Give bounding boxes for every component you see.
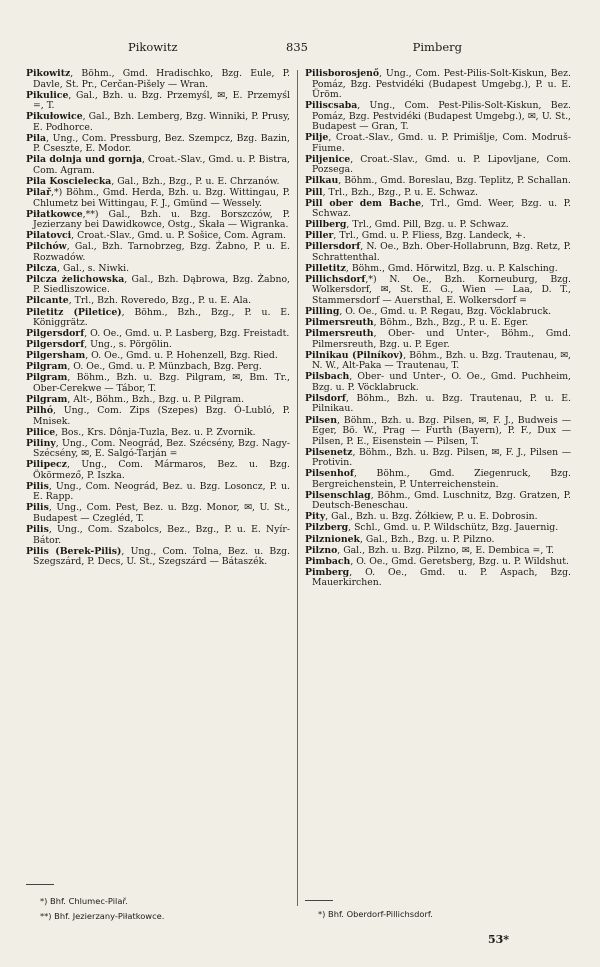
gazetteer-entry: Pill ober dem Bache, Trl., Gmd. Weer, Bzg. u. P. Schwaz. — [305, 197, 572, 220]
gazetteer-entry: Pilgram, O. Oe., Gmd. u. P. Münzbach, Bzg. Perg. — [26, 361, 262, 373]
column-divider — [297, 70, 298, 906]
header-left-term: Pikowitz — [128, 40, 178, 54]
gazetteer-entry: Pilsbach, Ober- und Unter-, O. Oe., Gmd. Puchheim, Bzg. u. P. Vöcklabruck. — [305, 371, 571, 393]
gazetteer-entry: Pilgram, Böhm., Bzh. u. Bzg. Pilgram, ✉, Bm. Tr., Ober-Cerekwe — Tábor, T. — [26, 372, 290, 394]
footnotes-left — [40, 894, 164, 924]
gazetteer-entry: Pilis, Ung., Com. Pest, Bez. u. Bzg. Monor, ✉, U. St., Budapest — Czegléd, T. — [26, 502, 290, 524]
gazetteer-entry: Pila, Ung., Com. Pressburg, Bez. Szempcz, Bzg. Bazin, P. Csesztе, E. Modor. — [26, 132, 290, 155]
gazetteer-entry: Piljenice, Croat.-Slav., Gmd. u. P. Lipovljane, Com. Pozsega. — [305, 153, 571, 176]
gazetteer-entry: Pilznionek, Gal., Bzh., Bzg. u. P. Pilzno. — [305, 533, 495, 545]
gazetteer-entry: Pilsenschlag, Böhm., Gmd. Luschnitz, Bzg. Gratzen, P. Deutsch-Beneschau. — [305, 489, 571, 512]
gazetteer-entry: Pilletitz, Böhm., Gmd. Hörwitzl, Bzg. u. P. Kalsching. — [305, 262, 558, 274]
gazetteer-entry: Pila Koscielecka, Gal., Bzh., Bzg., P. u. E. Chrzanów. — [26, 175, 280, 187]
page-header — [28, 40, 572, 58]
gazetteer-entry: Pity, Gal., Bzh. u. Bzg. Żółkiew, P. u. E. Dobrosin. — [305, 511, 538, 523]
gazetteer-entry: Piliny, Ung., Com. Neográd, Bez. Szécsény, Bzg. Nagy-Szécsény, ✉, E. Salgó-Tarján = — [26, 437, 290, 460]
gazetteer-entry: Pilatovci, Croat.-Slav., Gmd. u. P. Sošice, Com. Agram. — [26, 230, 286, 242]
footnote-rule-right — [305, 900, 333, 901]
gazetteer-entry: Pilmersreuth, Ober- und Unter-, Böhm., Gmd. Pilmersreuth, Bzg. u. P. Eger. — [305, 328, 571, 350]
gazetteer-entry: Pikulice, Gal., Bzh. u. Bzg. Przemyśl, ✉, E. Przemyśl =, T. — [26, 89, 290, 112]
printer-signature: 53* — [488, 933, 510, 946]
footnote: *) Bhf. Chlumec-Pilař. — [40, 896, 128, 906]
gazetteer-entry: Pilisborosjenő, Ung., Com. Pest-Pilis-Solt-Kiskun, Bez. Pomáz, Bzg. Pestvidéki (Budapest Umgebg.), P. u. E. Üröm. — [305, 68, 571, 101]
gazetteer-entry: Pilnikau (Pilníkov), Böhm., Bzh. u. Bzg. Trautenau, ✉, N. W., Alt-Paka — Trautenau, T. — [305, 349, 571, 372]
gazetteer-entry: Pilzberg, Schl., Gmd. u. P. Wildschütz, Bzg. Jauernig. — [305, 522, 559, 534]
gazetteer-entry: Pilcante, Trl., Bzh. Roveredo, Bzg., P. u. E. Ala. — [26, 295, 252, 307]
gazetteer-entry: Pilgram, Alt-, Böhm., Bzh., Bzg. u. P. Pilgram. — [26, 393, 245, 405]
gazetteer-entry: Pilice, Bos., Krs. Dônja-Tuzla, Bez. u. P. Zvornik. — [26, 426, 256, 438]
gazetteer-entry: Pilje, Croat.-Slav., Gmd. u. P. Primišlje, Com. Modruš-Fiume. — [305, 132, 571, 154]
left-column — [26, 69, 290, 568]
footnote: **) Bhf. Jezierzany-Piłatkowce. — [40, 911, 165, 921]
gazetteer-entry: Pila dolnja und gornja, Croat.-Slav., Gmd. u. P. Bistra, Com. Agram. — [26, 154, 290, 176]
gazetteer-entry: Pilipecz, Ung., Com. Mármaros, Bez. u. Bzg. Ökörmező, P. Iszka. — [26, 459, 290, 481]
gazetteer-entry: Pill, Trl., Bzh., Bzg., P. u. E. Schwaz. — [305, 186, 478, 198]
gazetteer-entry: Pilling, O. Oe., Gmd. u. P. Regau, Bzg. Vöcklabruck. — [305, 306, 552, 318]
gazetteer-entry: Pikowitz, Böhm., Gmd. Hradischko, Bzg. Eule, P. Davle, St. Pr., Cerčan-Pišely — Wran. — [26, 68, 290, 90]
gazetteer-entry: Piłatkowce,**) Gal., Bzh. u. Bzg. Borszczów, P. Jezierzany bei Dawidkowce, Ostg., Skała — Wigranka. — [26, 208, 290, 231]
gazetteer-entry: Pilis (Berek-Pilis), Ung., Com. Tolna, Bez. u. Bzg. Szegszárd, P. Decs, U. St., Szegszárd — Bátaszék. — [26, 545, 290, 568]
gazetteer-entry: Pilgersham, O. Oe., Gmd. u. P. Hohenzell, Bzg. Ried. — [26, 350, 278, 362]
gazetteer-entry: Pimberg, O. Oe., Gmd. u. P. Aspach, Bzg. Mauerkirchen. — [305, 566, 571, 589]
gazetteer-entry: Pilsdorf, Böhm., Bzh. u. Bzg. Trautenau, P. u. E. Pilnikau. — [305, 392, 571, 415]
gazetteer-entry: Pilis, Ung., Com. Neográd, Bez. u. Bzg. Losoncz, P. u. E. Rapp. — [26, 480, 290, 503]
gazetteer-entry: Pilcza żelichowska, Gal., Bzh. Dąbrowa, Bzg. Żabno, P. Siedliszowice. — [26, 273, 290, 296]
gazetteer-entry: Pilzno, Gal., Bzh. u. Bzg. Pilzno, ✉, E. Dembica =, T. — [305, 544, 555, 556]
gazetteer-entry: Pilmersreuth, Böhm., Bzh., Bzg., P. u. E. Eger. — [305, 317, 529, 329]
gazetteer-entry: Pilcza, Gal., s. Niwki. — [26, 262, 130, 274]
gazetteer-entry: Pilsenetz, Böhm., Bzh. u. Bzg. Pilsen, ✉, F. J., Pilsen — Protivin. — [305, 446, 571, 469]
header-right-term: Pimberg — [412, 40, 462, 54]
gazetteer-entry: Pilgersdorf, Ung., s. Pörgölin. — [26, 339, 172, 351]
footnote-right: *) Bhf. Oberdorf-Pillichsdorf. — [318, 909, 433, 919]
gazetteer-entry: Pilis, Ung., Com. Szabolcs, Bez., Bzg., P. u. E. Nyír-Bátor. — [26, 523, 290, 546]
footnote-rule-left — [26, 884, 54, 885]
gazetteer-entry: Pilař,*) Böhm., Gmd. Herda, Bzh. u. Bzg. Wittingau, P. Chlumetz bei Wittingau, F. J., Gmünd — Wessely. — [26, 187, 290, 209]
gazetteer-entry: Piliscsaba, Ung., Com. Pest-Pilis-Solt-Kiskun, Bez. Pomáz, Bzg. Pestvidéki (Budapest Umgebg.), ✉, U. St., Budapest — Gran, T. — [305, 100, 571, 133]
gazetteer-entry: Pilhó, Ung., Com. Zips (Szepes) Bzg. Ó-Lubló, P. Mnisek. — [26, 404, 290, 427]
gazetteer-entry: Pikułowice, Gal., Bzh. Lemberg, Bzg. Winniki, P. Prusy, E. Podhorce. — [26, 111, 290, 133]
gazetteer-entry: Pillichsdorf,*) N. Oe., Bzh. Korneuburg, Bzg. Wolkersdorf, ✉, St. E. G., Wien — Laa, D. T., Stammersdorf — Auersthal, E. Wolkersdorf = — [305, 273, 571, 306]
gazetteer-entry: Piller, Trl., Gmd. u. P. Fliess, Bzg. Landeck, +. — [305, 230, 526, 242]
gazetteer-entry: Piletitz (Piletice), Böhm., Bzh., Bzg., P. u. E. Königgrätz. — [26, 306, 290, 329]
right-column — [305, 69, 571, 589]
gazetteer-entry: Pillberg, Trl., Gmd. Pill, Bzg. u. P. Schwaz. — [305, 219, 509, 231]
gazetteer-entry: Pilsenhof, Böhm., Gmd. Ziegenruck, Bzg. Bergreichenstein, P. Unterreichenstein. — [305, 468, 571, 490]
gazetteer-entry: Pilsen, Böhm., Bzh. u. Bzg. Pilsen, ✉, F. J., Budweis — Eger, Bö. W., Prag — Furth (Bayern), P. F., Dux — Pilsen, P. E., Eisenstein — Pilsen, T. — [305, 414, 571, 447]
gazetteer-entry: Pillersdorf, N. Oe., Bzh. Ober-Hollabrunn, Bzg. Retz, P. Schrattenthal. — [305, 241, 571, 263]
gazetteer-entry: Pilchów, Gal., Bzh. Tarnobrzeg, Bzg. Żabno, P. u. E. Rozwadów. — [26, 241, 290, 263]
page-number: 835 — [286, 40, 308, 54]
gazetteer-entry: Pimbach, O. Oe., Gmd. Geretsberg, Bzg. u. P. Wildshut. — [305, 555, 569, 567]
gazetteer-entry: Pilkau, Böhm., Gmd. Boreslau, Bzg. Teplitz, P. Schallan. — [305, 175, 571, 187]
gazetteer-entry: Pilgersdorf, O. Oe., Gmd. u. P. Lasberg, Bzg. Freistadt. — [26, 328, 290, 340]
